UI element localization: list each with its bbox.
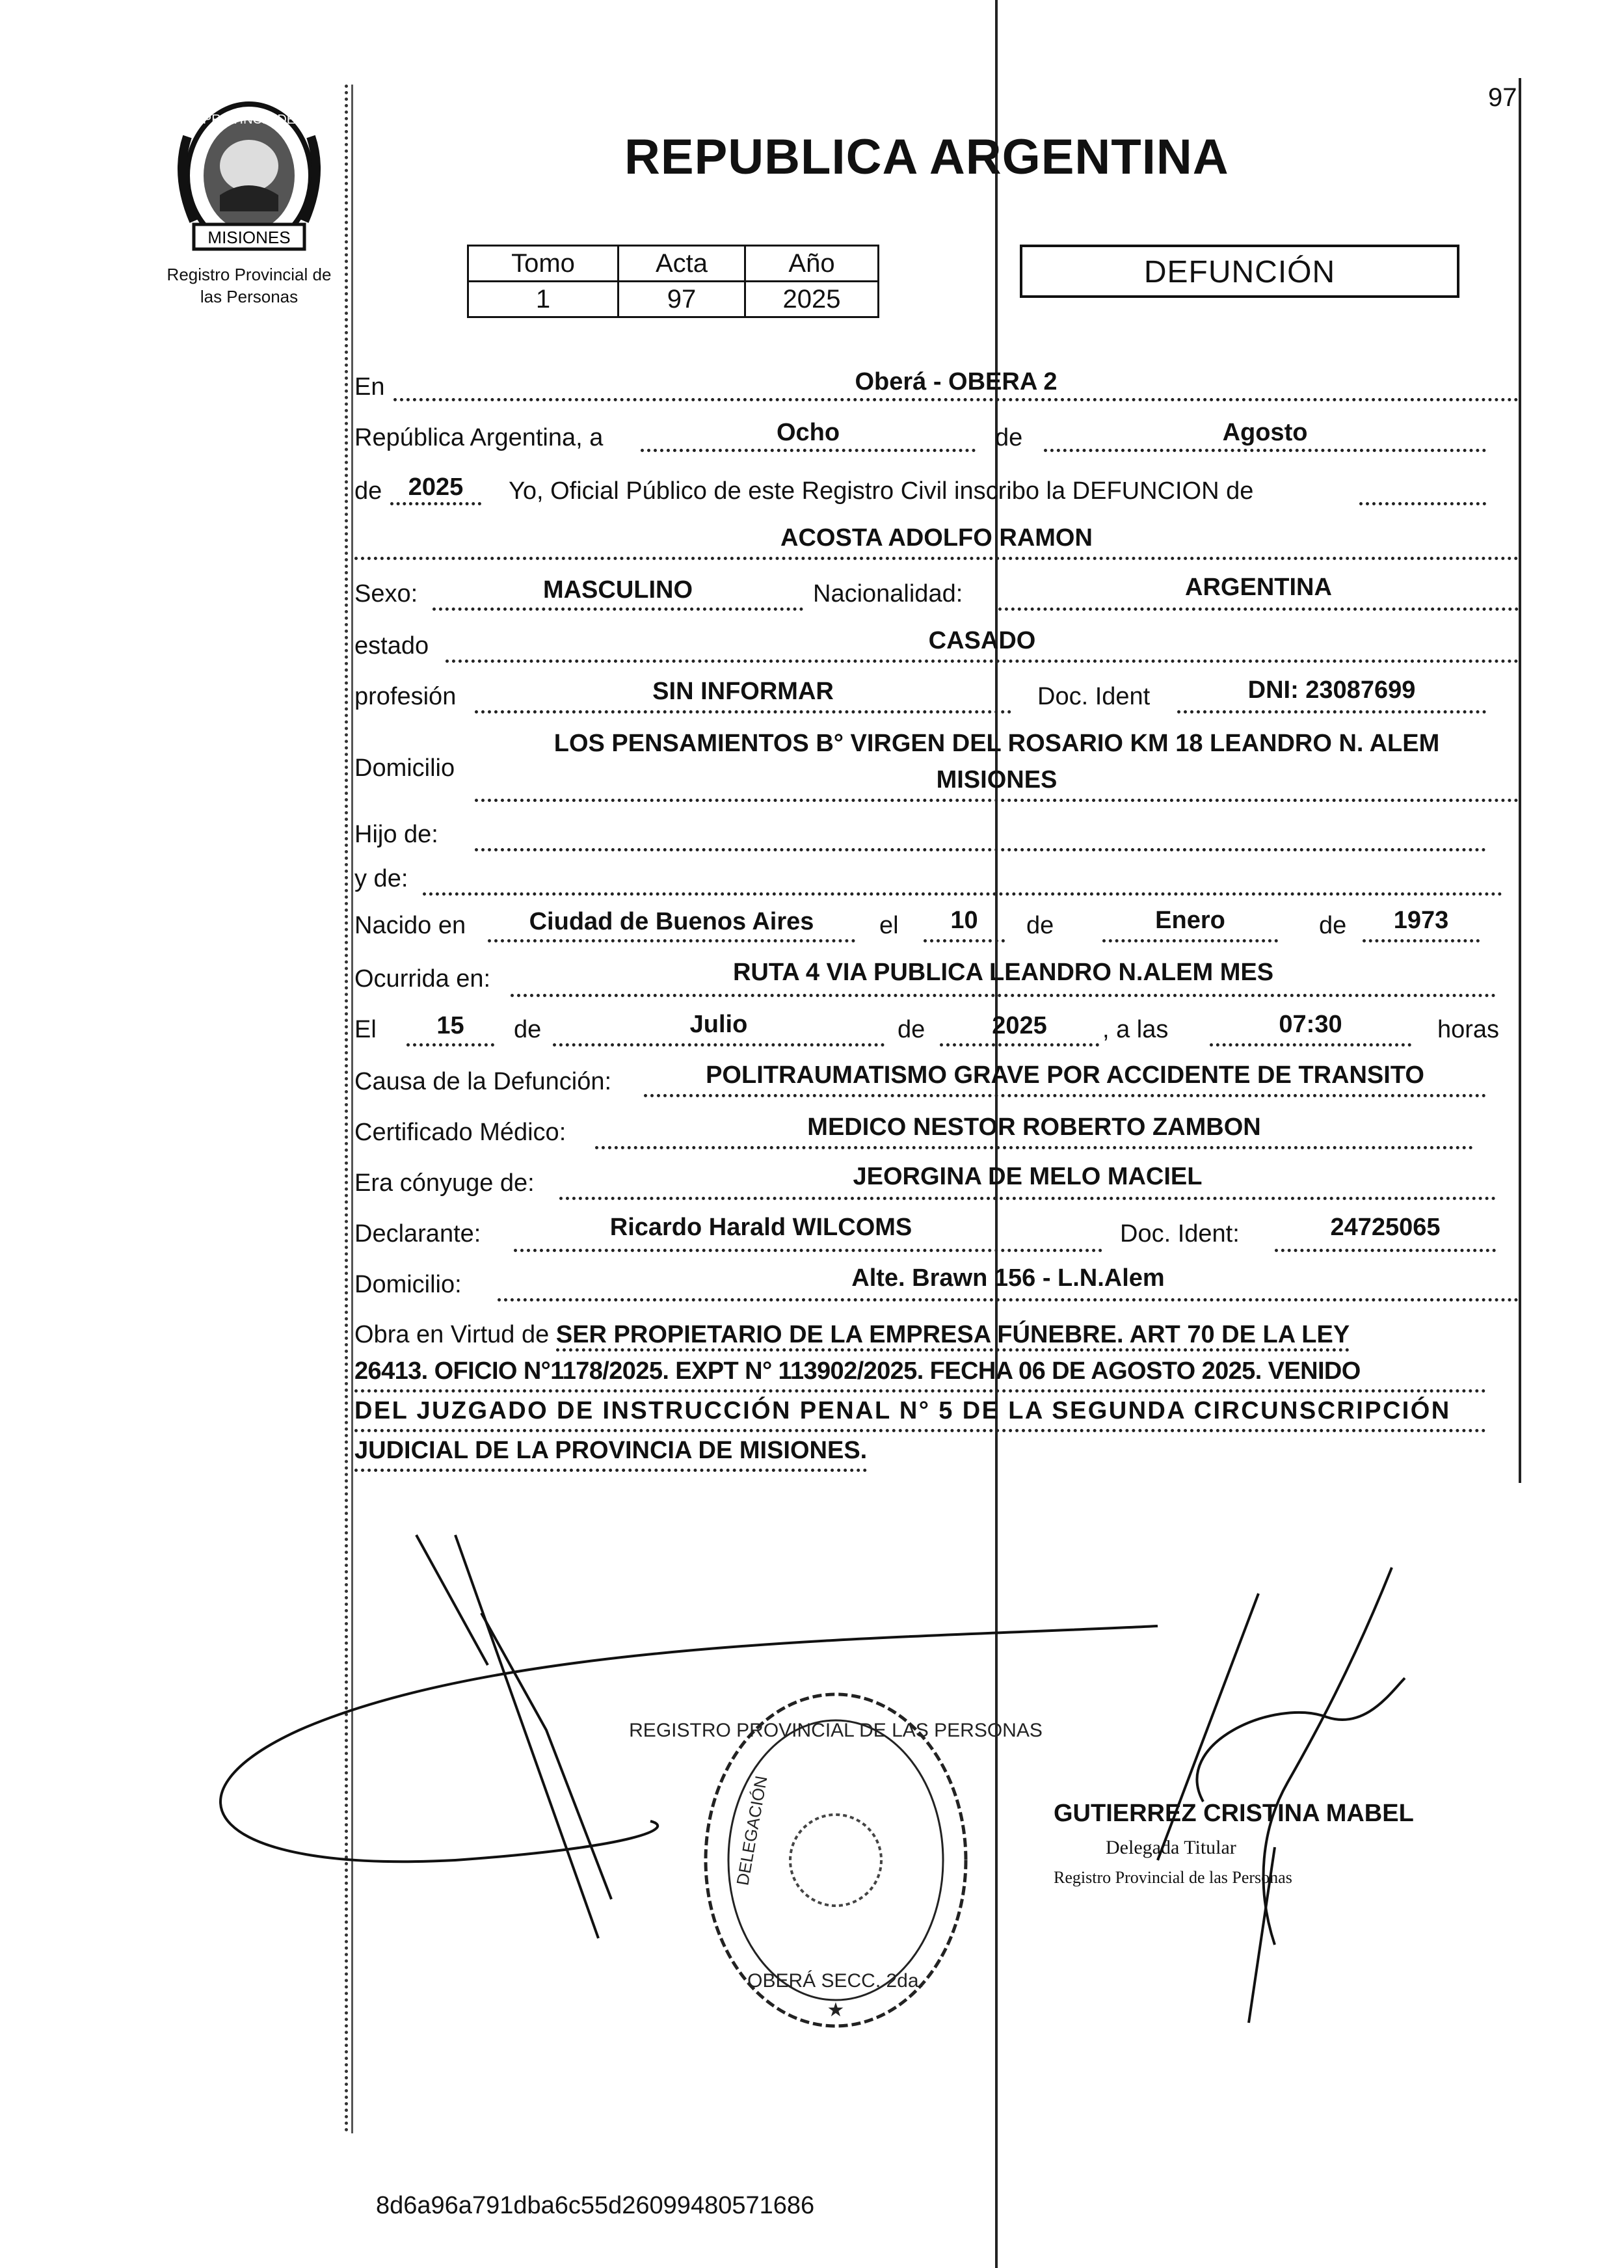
logo-text-bottom: MISIONES (207, 228, 291, 247)
hijo-label: Hijo de: (354, 821, 438, 848)
yo-underline (1359, 502, 1486, 505)
estado-underline (446, 660, 1519, 663)
nac-de1-label: de (1026, 912, 1054, 939)
decl-doc-value: 24725065 (1330, 1214, 1441, 1241)
domicilio-label: Domicilio (354, 754, 455, 782)
yde-underline (423, 892, 1502, 896)
obra-label: Obra en Virtud de (354, 1321, 550, 1348)
def-anio-value: 2025 (992, 1012, 1047, 1039)
nac-mes-value: Enero (1155, 907, 1225, 934)
mes-underline (1044, 449, 1486, 452)
def-de2-label: de (898, 1016, 925, 1043)
sexo-underline (433, 607, 803, 611)
nac-el-label: el (879, 912, 899, 939)
anio-value: 2025 (408, 474, 464, 501)
hijo-underline (475, 848, 1486, 851)
causa-label: Causa de la Defunción: (354, 1068, 612, 1095)
obra-line1: SER PROPIETARIO DE LA EMPRESA FÚNEBRE. ART 70 DE LA LEY (556, 1321, 1350, 1352)
causa-value: POLITRAUMATISMO GRAVE POR ACCIDENTE DE TRANSITO (706, 1061, 1424, 1089)
declarante-label: Declarante: (354, 1220, 481, 1247)
nacionalidad-value: ARGENTINA (1185, 574, 1332, 601)
misiones-seal-icon (148, 98, 350, 260)
causa-underline (644, 1094, 1486, 1097)
obra-line4: JUDICIAL DE LA PROVINCIA DE MISIONES. (354, 1432, 867, 1472)
alas-label: , a las (1102, 1016, 1169, 1043)
stamp-ring-text: REGISTRO PROVINCIAL DE LAS PERSONAS (629, 1720, 1043, 1741)
stamp-left-text: DELEGACIÓN (732, 1774, 771, 1888)
document-title: REPUBLICA ARGENTINA (624, 129, 1229, 185)
nac-anio-underline (1363, 939, 1480, 942)
de2-label: de (354, 477, 382, 505)
record-type-box: DEFUNCIÓN (1020, 245, 1459, 298)
obra-line2: 26413. OFICIO N°1178/2025. EXPT N° 113902/2025. FECHA 06 DE AGOSTO 2025. VENIDO (354, 1353, 1486, 1393)
signature-drawings (182, 1522, 1548, 2107)
nac-de2-label: de (1319, 912, 1347, 939)
page-number: 97 (1488, 83, 1517, 112)
obra-line3: DEL JUZGADO DE INSTRUCCIÓN PENAL N° 5 DE LA SEGUNDA CIRCUNSCRIPCIÓN (354, 1393, 1486, 1432)
def-mes-value: Julio (689, 1011, 748, 1038)
republica-label: República Argentina, a (354, 424, 604, 451)
def-hora-value: 07:30 (1279, 1011, 1342, 1038)
en-underline (393, 398, 1519, 401)
acta-table (467, 245, 879, 318)
footer-hash: 8d6a96a791dba6c55d26099480571686 (376, 2192, 815, 2219)
ocurrida-label: Ocurrida en: (354, 965, 491, 993)
acta-header-acta: Acta (619, 246, 745, 282)
en-value: Oberá - OBERA 2 (855, 368, 1058, 395)
domicilio-underline (475, 799, 1519, 802)
cert-value: MEDICO NESTOR ROBERTO ZAMBON (807, 1114, 1261, 1141)
signatory-role: Delegada Titular (1106, 1837, 1236, 1858)
def-mes-underline (553, 1043, 885, 1047)
stamp-star-icon: ★ (827, 1999, 845, 2021)
decl-dom-underline (498, 1298, 1519, 1301)
estado-label: estado (354, 632, 429, 660)
def-dia-underline (406, 1043, 494, 1047)
nacionalidad-label: Nacionalidad: (813, 580, 963, 607)
profesion-value: SIN INFORMAR (652, 678, 834, 705)
right-margin-line (1519, 78, 1521, 1483)
conyuge-value: JEORGINA DE MELO MACIEL (853, 1163, 1203, 1190)
anio-underline (390, 502, 481, 505)
sexo-label: Sexo: (354, 580, 418, 607)
decl-doc-label: Doc. Ident: (1120, 1220, 1240, 1247)
dia-value: Ocho (776, 419, 840, 446)
nombre-value: ACOSTA ADOLFO RAMON (780, 524, 1093, 552)
def-anio-underline (940, 1043, 1099, 1047)
def-dia-value: 15 (436, 1012, 464, 1039)
doc-value: DNI: 23087699 (1247, 676, 1416, 704)
en-label: En (354, 373, 385, 401)
domicilio-value-line1: LOS PENSAMIENTOS B° VIRGEN DEL ROSARIO KM 18 LEANDRO N. ALEM (553, 730, 1440, 757)
def-de1-label: de (514, 1016, 542, 1043)
logo-caption-line2: las Personas (200, 287, 299, 306)
acta-value-anio: 2025 (745, 282, 879, 317)
official-stamp (629, 1694, 1043, 2026)
stamp-bottom-text: OBERÁ SECC. 2da. (747, 1970, 924, 1992)
profesion-underline (475, 710, 1011, 714)
profesion-label: profesión (354, 683, 457, 710)
yo-text: Yo, Oficial Público de este Registro Civil inscribo la DEFUNCION de (509, 477, 1254, 505)
ocurrida-value: RUTA 4 VIA PUBLICA LEANDRO N.ALEM MES (732, 959, 1274, 986)
def-hora-underline (1210, 1043, 1411, 1047)
ocurrida-underline (511, 994, 1496, 997)
horas-label: horas (1437, 1016, 1500, 1043)
signatory-name: GUTIERREZ CRISTINA MABEL (1054, 1800, 1414, 1827)
doc-underline (1177, 710, 1486, 714)
signatory-org: Registro Provincial de las Personas (1054, 1868, 1292, 1887)
right-signature-icon (1158, 1568, 1405, 2023)
sexo-value: MASCULINO (542, 576, 693, 604)
stamp-emblem-icon (790, 1815, 881, 1906)
domicilio-value-line2: MISIONES (936, 766, 1058, 794)
de-label: de (995, 424, 1023, 451)
cert-label: Certificado Médico: (354, 1119, 566, 1146)
acta-value-acta: 97 (619, 282, 745, 317)
dia-underline (641, 449, 976, 452)
signatory-stamp (1054, 1800, 1414, 1887)
acta-value-tomo: 1 (468, 282, 619, 317)
doc-label: Doc. Ident (1037, 683, 1151, 710)
yde-label: y de: (354, 865, 408, 892)
nacionalidad-underline (998, 607, 1519, 611)
acta-header-anio: Año (745, 246, 879, 282)
decl-dom-value: Alte. Brawn 156 - L.N.Alem (851, 1264, 1165, 1292)
acta-header-tomo: Tomo (468, 246, 619, 282)
conyuge-label: Era cónyuge de: (354, 1169, 535, 1197)
logo-block (148, 98, 350, 308)
decl-dom-label: Domicilio: (354, 1271, 462, 1298)
def-el-label: El (354, 1016, 377, 1043)
declarante-value: Ricardo Harald WILCOMS (609, 1214, 912, 1241)
cert-underline (595, 1146, 1473, 1149)
nacido-value: Ciudad de Buenos Aires (529, 908, 814, 935)
nacido-label: Nacido en (354, 912, 466, 939)
obra-block (354, 1316, 1486, 1472)
nac-dia-value: 10 (950, 907, 978, 934)
estado-value: CASADO (928, 627, 1036, 654)
decl-doc-underline (1275, 1249, 1496, 1252)
declarante-underline (514, 1249, 1102, 1252)
nac-dia-underline (924, 939, 1005, 942)
mes-value: Agosto (1222, 419, 1308, 446)
nacido-underline (488, 939, 855, 942)
logo-caption-line1: Registro Provincial de (166, 265, 332, 284)
nac-anio-value: 1973 (1393, 907, 1449, 934)
nac-mes-underline (1102, 939, 1278, 942)
nombre-underline (354, 557, 1519, 560)
conyuge-underline (559, 1197, 1496, 1200)
logo-text-top: PROVINCIA DE (202, 113, 296, 127)
